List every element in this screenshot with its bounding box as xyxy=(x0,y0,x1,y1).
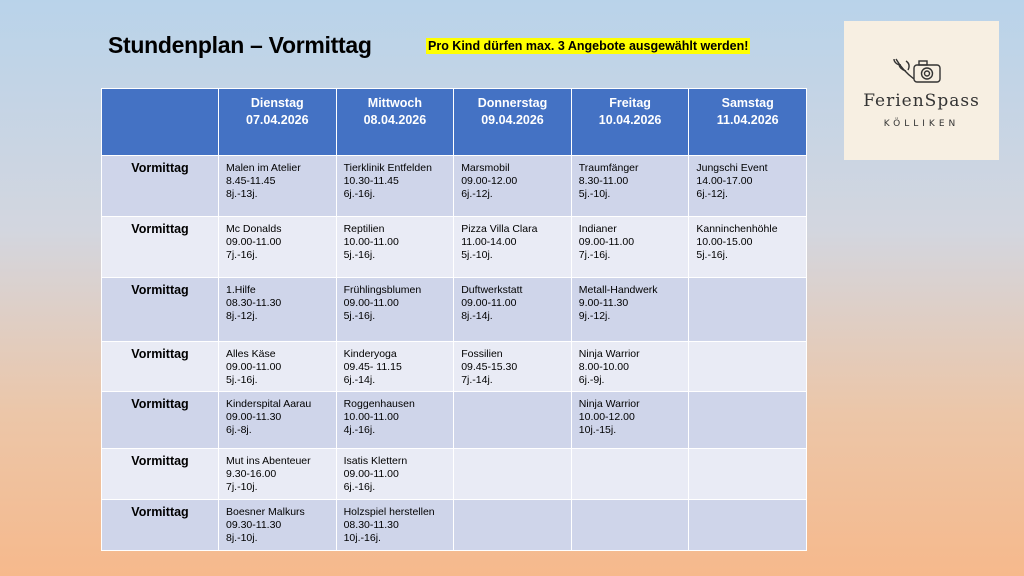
activity-age: 9j.-12j. xyxy=(578,310,611,322)
activity-time: 09.00-11.00 xyxy=(578,236,635,248)
day-name: Dienstag xyxy=(250,96,304,110)
activity-cell xyxy=(689,278,807,342)
activity-cell xyxy=(336,342,454,392)
activity-cell xyxy=(689,342,807,392)
activity-name: 1.Hilfe xyxy=(226,284,256,296)
schedule-body xyxy=(102,156,807,551)
activity-name: Ninja Warrior xyxy=(578,348,640,360)
activity-age: 5j.-16j. xyxy=(696,249,728,261)
activity-name: Mut ins Abenteuer xyxy=(226,455,311,467)
page-title: Stundenplan – Vormittag xyxy=(108,32,372,58)
activity-time: 09.30-11.30 xyxy=(226,519,282,531)
activity-age: 6j.-14j. xyxy=(343,374,376,386)
activity-name: Kinderspital Aarau xyxy=(226,398,312,410)
day-name: Donnerstag xyxy=(477,96,548,110)
row-label: Vormittag xyxy=(102,500,219,551)
activity-time: 08.30-11.30 xyxy=(343,519,399,531)
activity-cell xyxy=(454,156,572,217)
activity-age: 10j.-16j. xyxy=(343,532,381,544)
day-date: 08.04.2026 xyxy=(363,113,427,127)
table-row xyxy=(102,392,807,449)
day-date: 11.04.2026 xyxy=(716,113,779,127)
activity-age: 6j.-16j. xyxy=(343,188,376,200)
activity-cell xyxy=(454,217,572,278)
activity-cell xyxy=(336,392,454,449)
activity-cell xyxy=(571,342,689,392)
activity-name: Pizza Villa Clara xyxy=(461,223,538,235)
activity-cell xyxy=(454,392,572,449)
activity-name: Reptilien xyxy=(343,223,385,235)
activity-cell xyxy=(219,156,337,217)
header-row xyxy=(102,89,807,156)
activity-time: 9.30-16.00 xyxy=(226,468,277,480)
activity-cell xyxy=(571,156,689,217)
activity-time: 8.30-11.00 xyxy=(578,175,629,187)
activity-age: 8j.-10j. xyxy=(226,532,258,544)
activity-time: 8.00-10.00 xyxy=(578,361,629,373)
table-row xyxy=(102,156,807,217)
schedule-table xyxy=(101,88,807,551)
activity-name: Marsmobil xyxy=(461,162,510,174)
activity-age: 10j.-15j. xyxy=(578,424,617,436)
activity-name: Ninja Warrior xyxy=(578,398,640,410)
activity-name: Frühlingsblumen xyxy=(343,284,422,296)
activity-cell xyxy=(219,217,337,278)
activity-time: 09.00-11.00 xyxy=(343,468,399,480)
day-header xyxy=(219,89,337,156)
activity-name: Indianer xyxy=(578,223,617,235)
table-row xyxy=(102,217,807,278)
activity-name: Isatis Klettern xyxy=(343,455,408,467)
activity-age: 5j.-16j. xyxy=(343,249,376,261)
activity-name: Roggenhausen xyxy=(343,398,415,410)
row-label: Vormittag xyxy=(102,392,219,449)
activity-age: 6j.-12j. xyxy=(461,188,493,200)
activity-time: 10.00-11.00 xyxy=(343,411,399,423)
row-label: Vormittag xyxy=(102,156,219,217)
activity-age: 8j.-13j. xyxy=(226,188,258,200)
activity-cell xyxy=(454,500,572,551)
activity-cell xyxy=(571,392,689,449)
feriensspass-logo xyxy=(844,21,999,160)
day-header xyxy=(571,89,689,156)
activity-cell xyxy=(336,500,454,551)
activity-age: 5j.-16j. xyxy=(343,310,376,322)
activity-name: Alles Käse xyxy=(226,348,276,360)
activity-cell xyxy=(219,392,337,449)
activity-time: 09.45-15.30 xyxy=(461,361,518,373)
activity-age: 5j.-10j. xyxy=(578,188,611,200)
activity-cell xyxy=(219,449,337,500)
activity-age: 5j.-16j. xyxy=(226,374,258,386)
activity-time: 8.45-11.45 xyxy=(226,175,276,187)
day-date: 10.04.2026 xyxy=(598,113,662,127)
corner-cell xyxy=(102,89,219,156)
activity-time: 9.00-11.30 xyxy=(578,297,629,309)
day-header xyxy=(454,89,572,156)
activity-name: Tierklinik Entfelden xyxy=(343,162,432,174)
row-label: Vormittag xyxy=(102,278,219,342)
activity-time: 09.00-11.30 xyxy=(226,411,282,423)
activity-cell xyxy=(454,342,572,392)
activity-age: 7j.-10j. xyxy=(226,481,258,493)
activity-cell xyxy=(689,156,807,217)
activity-time: 10.00-15.00 xyxy=(696,236,753,248)
activity-name: Duftwerkstatt xyxy=(461,284,523,296)
activity-age: 6j.-9j. xyxy=(578,374,605,386)
activity-cell xyxy=(689,500,807,551)
activity-name: Holzspiel herstellen xyxy=(343,506,435,518)
activity-cell xyxy=(571,278,689,342)
activity-time: 08.30-11.30 xyxy=(226,297,282,309)
activity-time: 09.00-11.00 xyxy=(461,297,517,309)
activity-time: 11.00-14.00 xyxy=(461,236,517,248)
activity-age: 7j.-14j. xyxy=(461,374,493,386)
activity-cell xyxy=(689,449,807,500)
activity-time: 09.45- 11.15 xyxy=(343,361,402,373)
activity-time: 14.00-17.00 xyxy=(696,175,753,187)
day-name: Freitag xyxy=(609,96,651,110)
table-row xyxy=(102,278,807,342)
logo-subtitle: KÖLLIKEN xyxy=(883,119,960,129)
day-date: 09.04.2026 xyxy=(481,113,544,127)
day-name: Samstag xyxy=(721,96,774,110)
activity-cell xyxy=(454,449,572,500)
row-label: Vormittag xyxy=(102,342,219,392)
selection-limit-notice: Pro Kind dürfen max. 3 Angebote ausgewählt werden! xyxy=(428,39,749,53)
activity-name: Fossilien xyxy=(461,348,503,360)
activity-cell xyxy=(571,217,689,278)
activity-cell xyxy=(336,278,454,342)
activity-cell xyxy=(571,500,689,551)
activity-age: 7j.-16j. xyxy=(578,249,611,261)
activity-cell xyxy=(689,392,807,449)
activity-age: 5j.-10j. xyxy=(461,249,493,261)
activity-time: 09.00-12.00 xyxy=(461,175,518,187)
activity-time: 10.30-11.45 xyxy=(343,175,399,187)
activity-cell xyxy=(336,217,454,278)
activity-cell xyxy=(219,500,337,551)
day-header xyxy=(336,89,454,156)
activity-name: Boesner Malkurs xyxy=(226,506,305,518)
activity-name: Jungschi Event xyxy=(696,162,768,174)
day-date: 07.04.2026 xyxy=(246,113,309,127)
logo-title: FerienSpass xyxy=(863,91,980,111)
day-header xyxy=(689,89,807,156)
activity-time: 10.00-11.00 xyxy=(343,236,399,248)
activity-age: 6j.-8j. xyxy=(226,424,252,436)
table-row xyxy=(102,500,807,551)
activity-cell xyxy=(219,278,337,342)
activity-name: Mc Donalds xyxy=(226,223,282,235)
row-label: Vormittag xyxy=(102,217,219,278)
activity-time: 09.00-11.00 xyxy=(343,297,399,309)
activity-name: Kinderyoga xyxy=(343,348,397,360)
activity-cell xyxy=(219,342,337,392)
table-row xyxy=(102,449,807,500)
activity-age: 8j.-14j. xyxy=(461,310,493,322)
activity-time: 09.00-11.00 xyxy=(226,236,282,248)
activity-name: Malen im Atelier xyxy=(226,162,301,174)
activity-age: 6j.-12j. xyxy=(696,188,728,200)
activity-time: 09.00-11.00 xyxy=(226,361,282,373)
activity-cell xyxy=(454,278,572,342)
table-row xyxy=(102,342,807,392)
activity-age: 6j.-16j. xyxy=(343,481,376,493)
activity-age: 7j.-16j. xyxy=(226,249,258,261)
activity-time: 10.00-12.00 xyxy=(578,411,635,423)
row-label: Vormittag xyxy=(102,449,219,500)
day-name: Mittwoch xyxy=(367,96,422,110)
activity-name: Metall-Handwerk xyxy=(578,284,658,296)
activity-age: 8j.-12j. xyxy=(226,310,258,322)
activity-name: Traumfänger xyxy=(578,162,639,174)
activity-age: 4j.-16j. xyxy=(343,424,376,436)
activity-cell xyxy=(689,217,807,278)
activity-cell xyxy=(336,449,454,500)
activity-name: Kanninchenhöhle xyxy=(696,223,778,235)
activity-cell xyxy=(336,156,454,217)
activity-cell xyxy=(571,449,689,500)
